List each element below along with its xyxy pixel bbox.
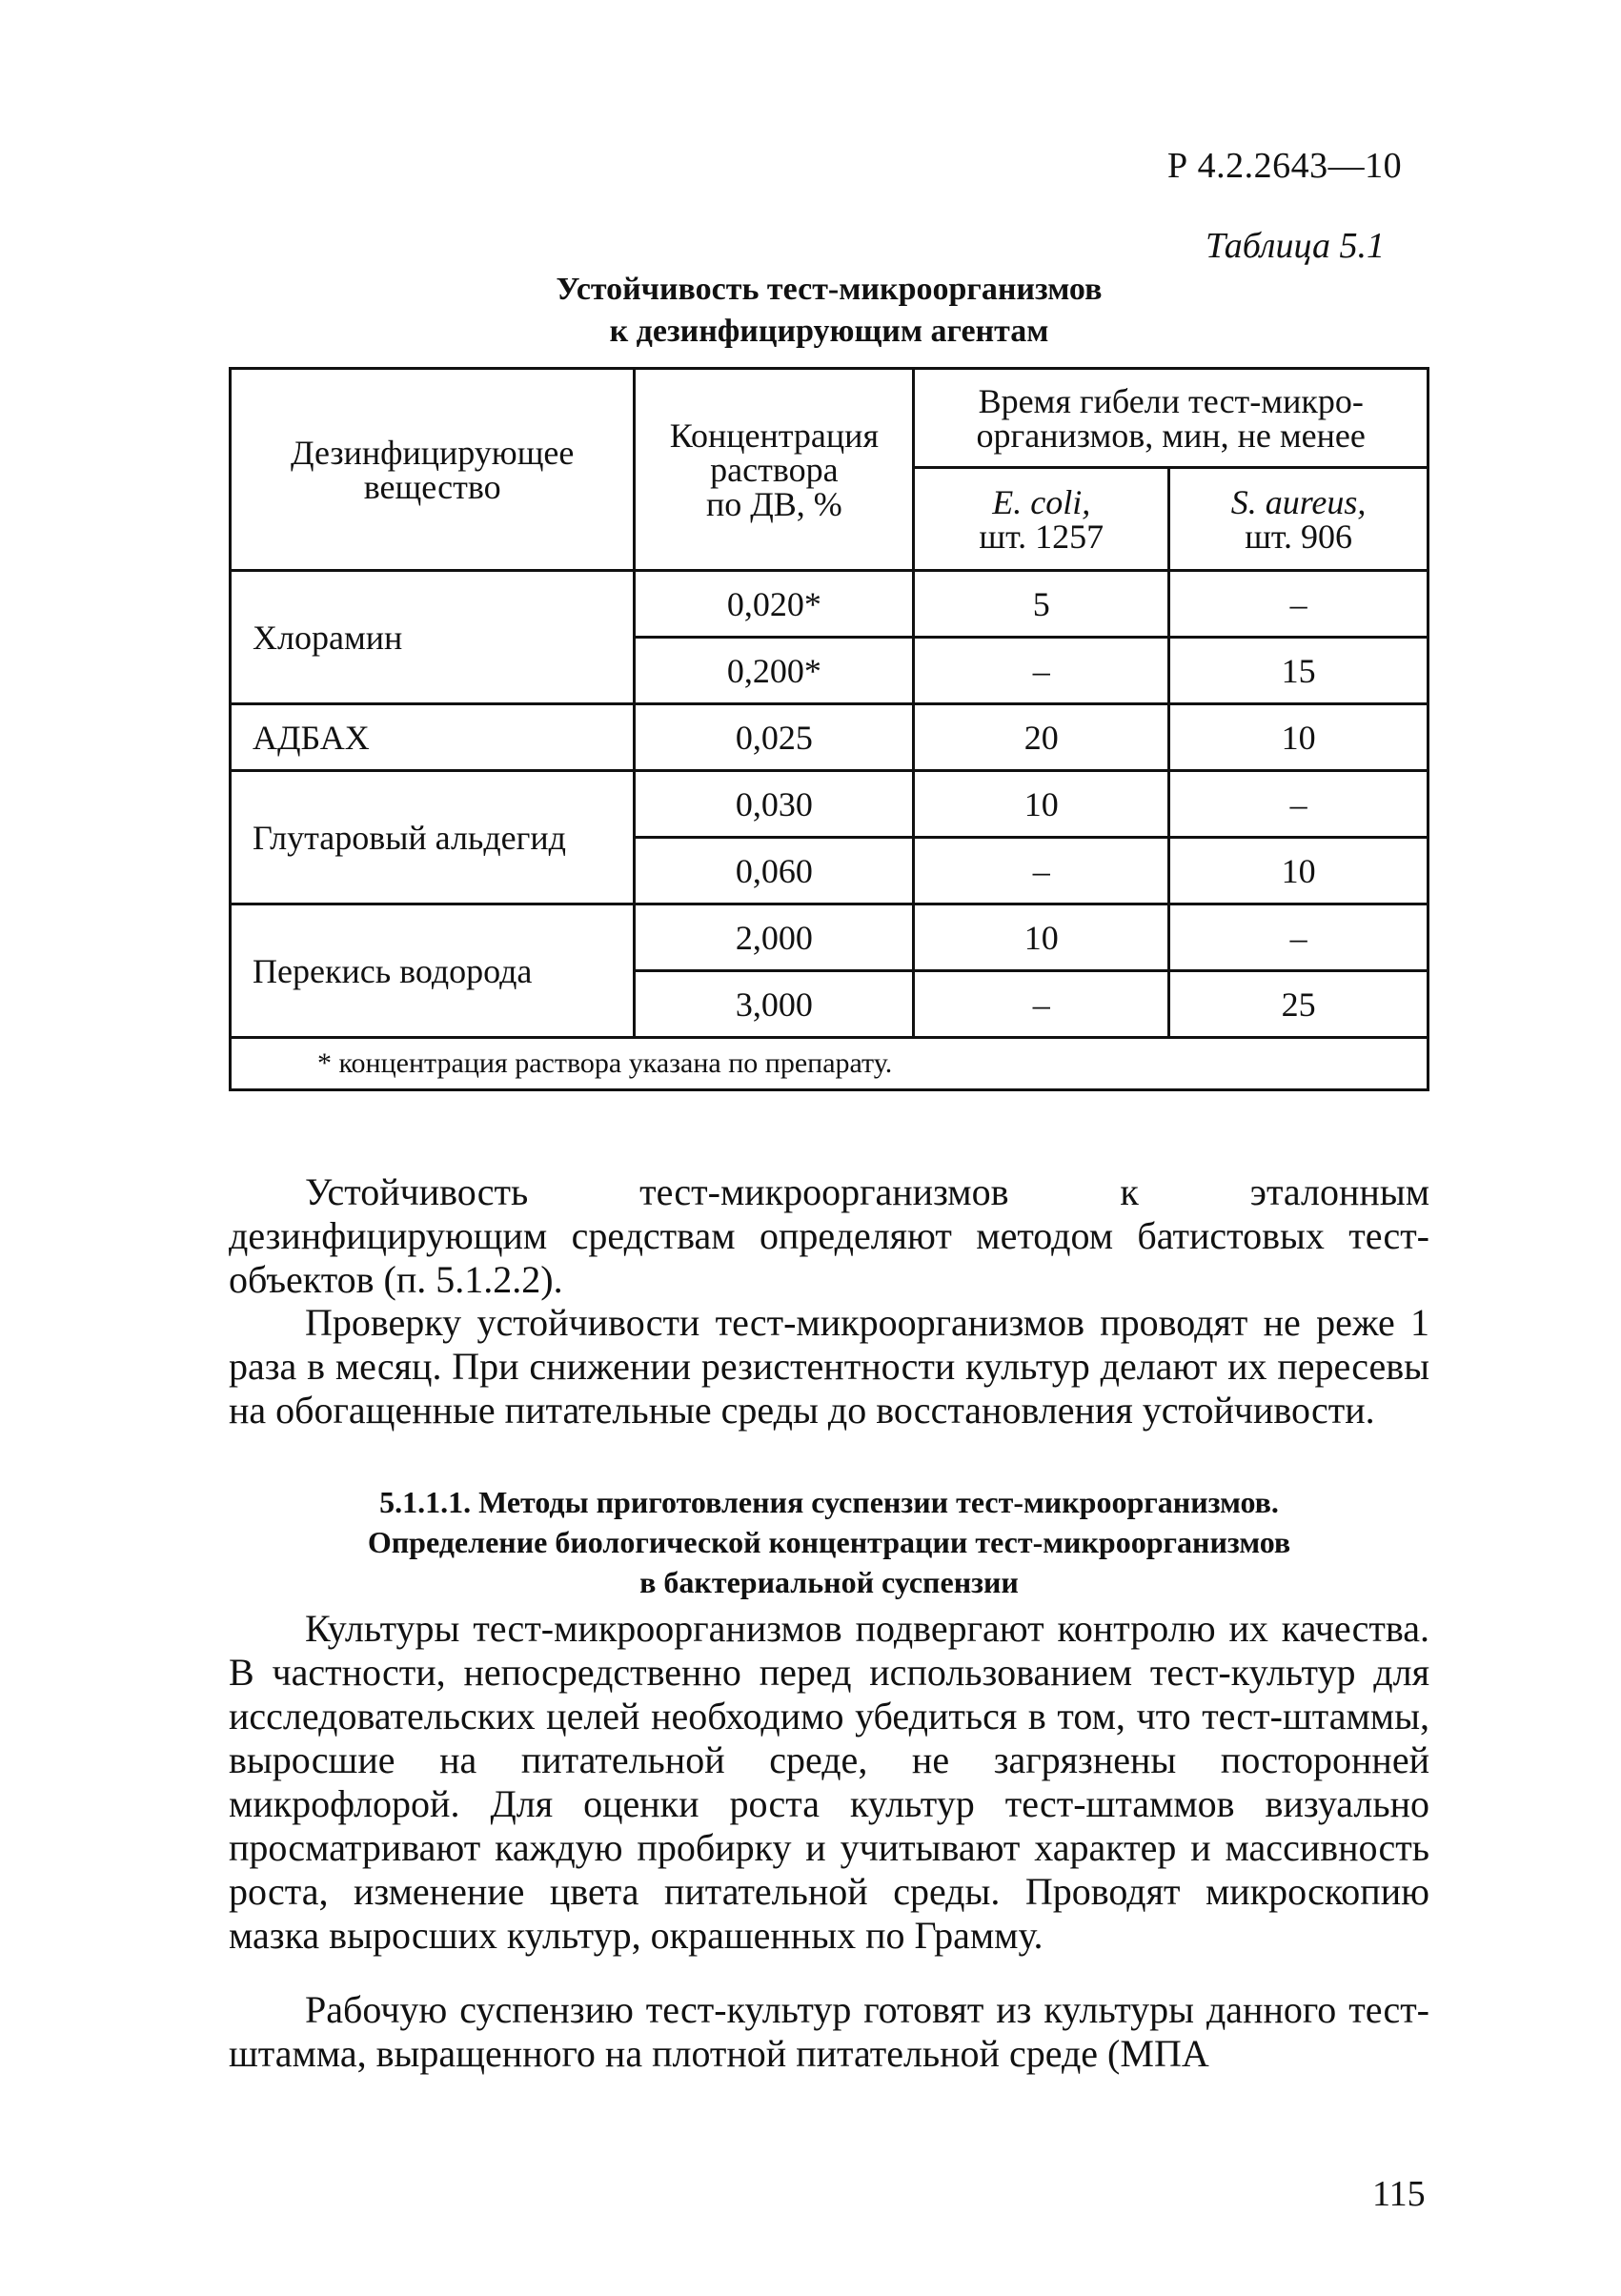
table-footnote: * концентрация раствора указана по препарату.	[231, 1038, 1429, 1090]
header-ecoli-name: E. coli,	[992, 482, 1091, 521]
section-heading-line-3: в бактериальной суспензии	[639, 1565, 1019, 1599]
saureus-cell: 15	[1169, 638, 1429, 704]
table-title-line-2: к дезинфицирующим агентам	[609, 314, 1049, 349]
ecoli-cell: 20	[914, 704, 1169, 771]
header-saureus-name: S. aureus,	[1230, 482, 1367, 521]
paragraph-1	[229, 1170, 1429, 1302]
table-row	[231, 704, 1429, 771]
page-number: 115	[1372, 2174, 1426, 2214]
paragraph-4-text: Рабочую суспензию тест-культур готовят из культуры данного тест-штамма, выращенного на плотной питательной среде (МПА	[229, 1988, 1429, 2075]
ecoli-cell: –	[914, 638, 1169, 704]
concentration-cell: 3,000	[635, 971, 914, 1038]
paragraph-1-text: Устойчивость тест-микроорганизмов к эталонным дезинфицирующим средствам определяют методом батистовых тест-объектов (п. 5.1.2.2).	[229, 1170, 1429, 1301]
header-saureus	[1169, 468, 1429, 571]
header-concentration	[635, 369, 914, 571]
header-concentration-line-2: раствора	[710, 450, 839, 489]
concentration-cell: 0,060	[635, 838, 914, 904]
header-ecoli	[914, 468, 1169, 571]
saureus-cell: 25	[1169, 971, 1429, 1038]
concentration-cell: 0,200*	[635, 638, 914, 704]
document-code: Р 4.2.2643—10	[1167, 146, 1403, 186]
paragraph-4	[229, 1988, 1429, 2076]
header-substance-line-1: Дезинфицирующее	[290, 433, 575, 472]
section-heading-line-2: Определение биологической концентрации тест-микроорганизмов	[367, 1525, 1291, 1559]
header-saureus-strain: шт. 906	[1245, 517, 1352, 556]
concentration-cell: 2,000	[635, 904, 914, 971]
header-death-time	[914, 369, 1429, 468]
saureus-cell: 10	[1169, 838, 1429, 904]
header-death-time-line-2: организмов, мин, не менее	[976, 416, 1366, 455]
header-concentration-line-3: по ДВ, %	[705, 484, 842, 523]
ecoli-cell: 10	[914, 771, 1169, 838]
table-footnote-row	[231, 1038, 1429, 1090]
ecoli-cell: –	[914, 838, 1169, 904]
substance-cell: АДБАХ	[231, 704, 635, 771]
ecoli-cell: 10	[914, 904, 1169, 971]
table-row	[231, 904, 1429, 971]
header-death-time-line-1: Время гибели тест-микро-	[978, 381, 1364, 420]
table-header-row	[231, 369, 1429, 468]
paragraph-2-text: Проверку устойчивости тест-микроорганизмов проводят не реже 1 раза в месяц. При снижении резистентности культур делают их пересевы на обогащенные питательные среды до восстановления устойчивости.	[229, 1301, 1429, 1432]
saureus-cell: 10	[1169, 704, 1429, 771]
section-heading-line-1: 5.1.1.1. Методы приготовления суспензии тест-микроорганизмов.	[379, 1485, 1279, 1519]
header-substance-line-2: вещество	[363, 467, 501, 506]
table-title	[229, 269, 1429, 353]
concentration-cell: 0,020*	[635, 571, 914, 638]
table-row	[231, 771, 1429, 838]
paragraph-2	[229, 1301, 1429, 1432]
header-substance	[231, 369, 635, 571]
table-caption: Таблица 5.1	[1206, 226, 1385, 266]
resistance-table	[229, 367, 1429, 1091]
header-ecoli-strain: шт. 1257	[979, 517, 1104, 556]
substance-cell: Глутаровый альдегид	[231, 771, 635, 904]
header-concentration-line-1: Концентрация	[669, 416, 879, 455]
saureus-cell: –	[1169, 571, 1429, 638]
ecoli-cell: –	[914, 971, 1169, 1038]
concentration-cell: 0,030	[635, 771, 914, 838]
saureus-cell: –	[1169, 904, 1429, 971]
substance-cell: Хлорамин	[231, 571, 635, 704]
paragraph-3	[229, 1607, 1429, 1958]
concentration-cell: 0,025	[635, 704, 914, 771]
table-row	[231, 571, 1429, 638]
substance-cell: Перекись водорода	[231, 904, 635, 1038]
table-title-line-1: Устойчивость тест-микроорганизмов	[556, 272, 1103, 307]
paragraph-3-text: Культуры тест-микроорганизмов подвергают контролю их качества. В частности, непосредственно перед использованием тест-культур для исследовательских целей необходимо убедиться в том, что тест-штаммы, выросшие на питательной среде, не загрязнены посторонней микрофлорой. Для оценки роста культур тест-штаммов визуально просматривают каждую пробирку и учитывают характер и массивность роста, изменение цвета питательной среды. Проводят микроскопию мазка выросших культур, окрашенных по Грамму.	[229, 1607, 1429, 1957]
ecoli-cell: 5	[914, 571, 1169, 638]
saureus-cell: –	[1169, 771, 1429, 838]
section-heading	[229, 1482, 1429, 1602]
